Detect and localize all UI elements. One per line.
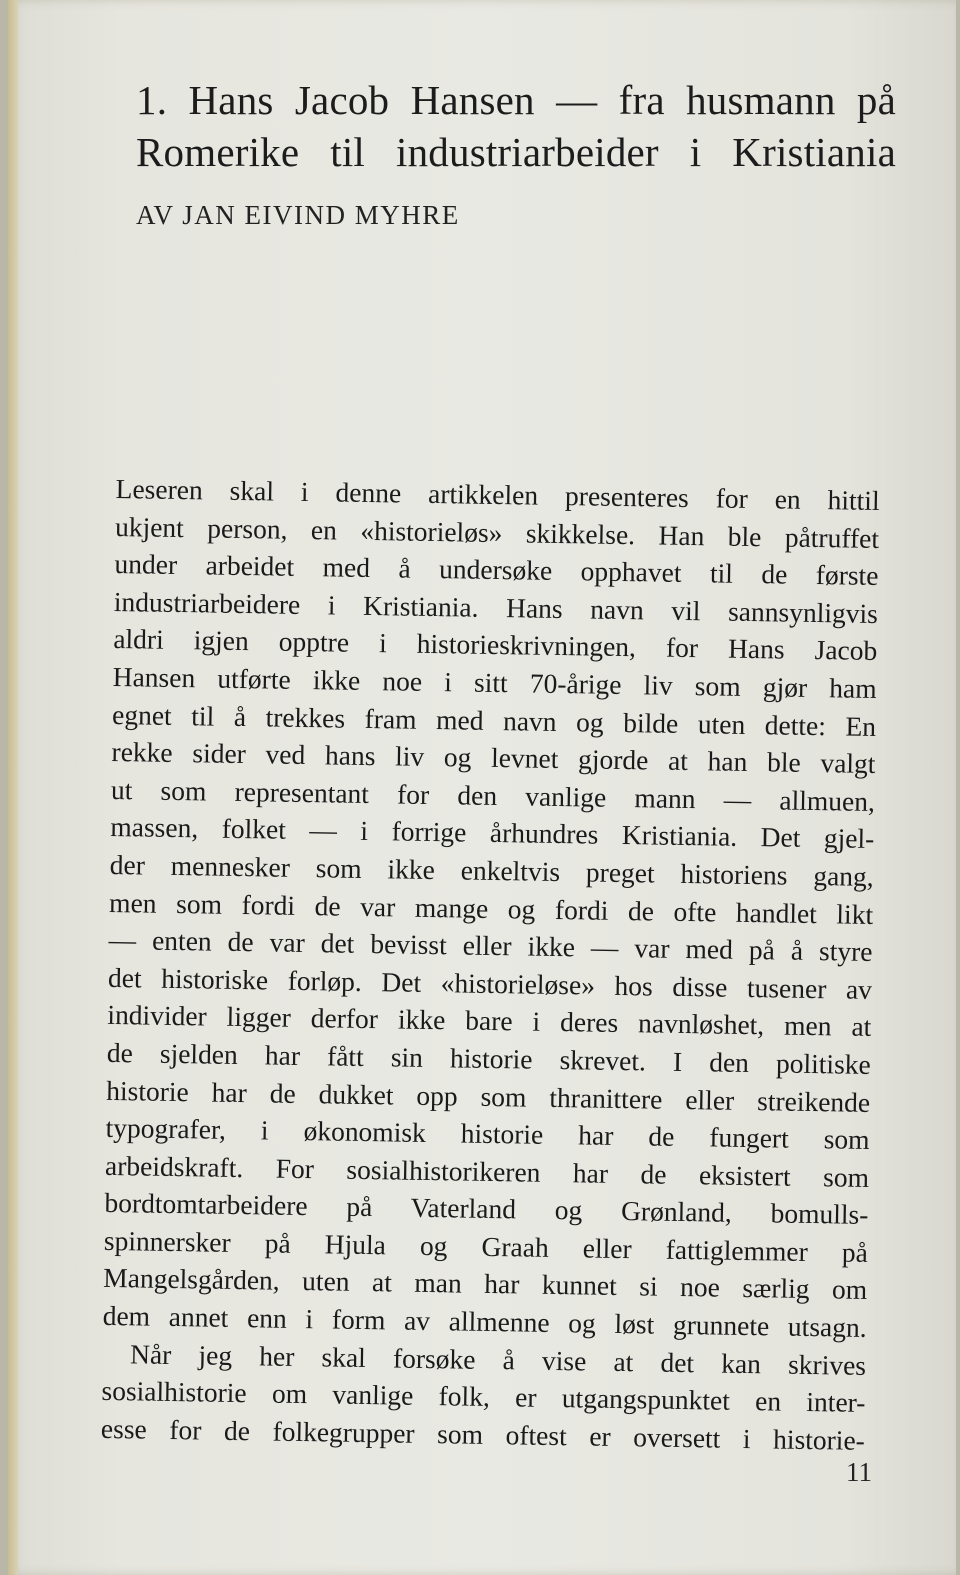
body-line: Hansen utførte ikke noe i sitt 70-årige liv som gjør ham xyxy=(112,660,877,704)
body-line: industriarbeidere i Kristiania. Hans navn vil sannsynligvis xyxy=(113,585,879,629)
body-line: spinnersker på Hjula og Graah eller fattiglemmer på xyxy=(103,1224,869,1268)
body-line: ukjent person, en «historieløs» skikkelse. Han ble påtruffet xyxy=(114,510,880,554)
body-line: aldri igjen opptre i historieskrivningen, for Hans Jacob xyxy=(113,623,878,667)
book-page xyxy=(8,0,956,1575)
body-line: sosialhistorie om vanlige folk, er utgangspunktet en inter- xyxy=(101,1375,866,1419)
body-line: typografer, i økonomisk historie har de fungert som xyxy=(105,1112,870,1156)
body-line: egnet til å trekkes fram med navn og bilde uten dette: En xyxy=(111,698,877,742)
page-number: 11 xyxy=(846,1457,872,1487)
body-line: ut som representant for den vanlige mann — allmuen, xyxy=(110,773,876,817)
body-line: de sjelden har fått sin historie skrevet. I den politiske xyxy=(106,1036,872,1080)
body-line: Mangelsgården, uten at man har kunnet si noe særlig om xyxy=(103,1262,868,1306)
chapter-title xyxy=(136,74,896,178)
body-line: individer ligger derfor ikke bare i deres navnløshet, men at xyxy=(107,999,872,1043)
body-line: dem annet enn i form av allmenne og løst grunnete utsagn. xyxy=(102,1299,867,1343)
body-line: bordtomtarbeidere på Vaterland og Grønland, bomulls- xyxy=(104,1187,869,1231)
chapter-title-line-1: 1. Hans Jacob Hansen — fra husmann på xyxy=(136,77,896,123)
body-line: men som fordi de var mange og fordi de ofte handlet likt xyxy=(108,886,874,930)
body-line: under arbeidet med å undersøke opphavet til de første xyxy=(114,548,879,592)
body-line: esse for de folkegrupper som oftest er oversett i historie- xyxy=(100,1412,866,1456)
chapter-author: AV JAN EIVIND MYHRE xyxy=(136,200,460,230)
body-line: det historiske forløp. Det «historieløse» hos disse tusener av xyxy=(107,961,873,1005)
body-line: — enten de var det bevisst eller ikke — var med på å styre xyxy=(108,924,873,968)
body-line: historie har de dukket opp som thranittere eller streikende xyxy=(106,1074,871,1118)
body-line: Leseren skal i denne artikkelen presenteres for en hittil xyxy=(115,472,880,516)
chapter-title-line-2: Romerike til industriarbeider i Kristiania xyxy=(136,129,896,175)
body-line: arbeidskraft. For sosialhistorikeren har de eksistert som xyxy=(104,1149,870,1193)
body-line: massen, folket — i forrige århundres Kristiania. Det gjel- xyxy=(110,811,875,855)
body-line: rekke sider ved hans liv og levnet gjorde at han ble valgt xyxy=(111,736,876,780)
body-line-paragraph-start: Når jeg her skal forsøke å vise at det kan skrives xyxy=(129,1337,867,1381)
body-text xyxy=(101,470,880,1459)
body-line: der mennesker som ikke enkeltvis preget historiens gang, xyxy=(109,848,874,892)
page-spine-shadow xyxy=(8,0,18,1575)
